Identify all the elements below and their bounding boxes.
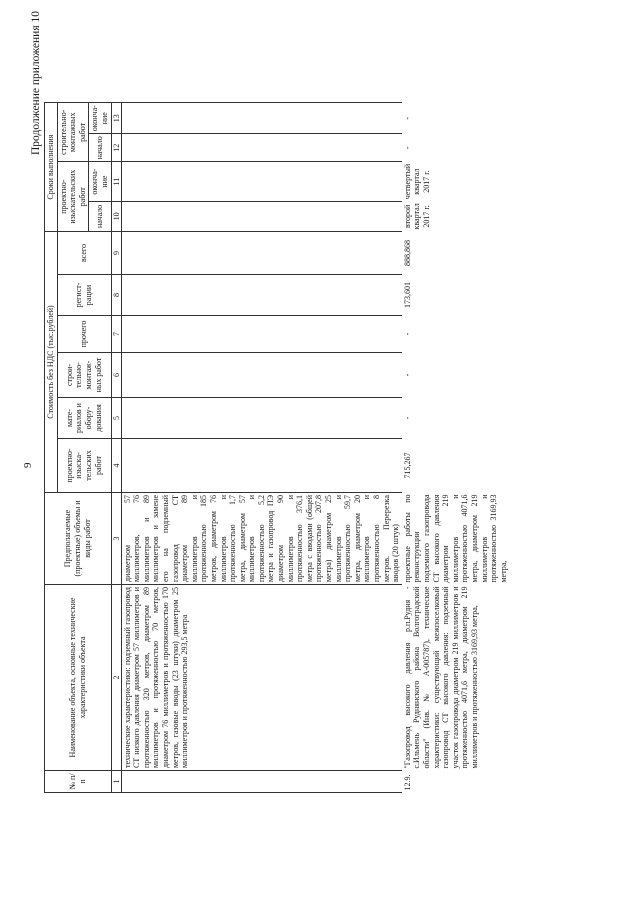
header-cost-registration: регист-рации (57, 275, 111, 316)
column-number: 13 (111, 103, 121, 134)
column-number: 6 (111, 353, 121, 398)
header-works: Предполагаемые (проектные) объемы и виды работ (45, 493, 112, 585)
column-number: 11 (111, 162, 121, 201)
cost-design: 715,267 (402, 452, 412, 479)
cost-construction: - (402, 373, 412, 377)
header-terms-group: Сроки выполнения (45, 103, 58, 232)
works-description: диаметром 57 миллиметров, 76 миллиметров и 89 миллиметров и замене его на подземный газопровод СТ диаметром 89 миллиметров и протяженностью 185 метров, диаметром 76 миллиметров и протяженностью 1,7 метра, диаметром 57 миллиметров и протяженностью 5,2 метра и газопровод ПЭ диаметром 90 миллиметров и протяженностью 376,1 метра с вводами (общей протяженностью 207,8 метра) диаметром 25 миллиметров и протяженностью 59,7 метра, диаметром 20 миллиметров и протяженностью 8 метров. Перерезка вводов (20 штук) (121, 493, 402, 585)
object-description: "Газопровод высокого давления р.п.Рудня - с.Ильмень Руднянского района Волгоградской области" (Инв.№ А-005787), технические характеристики: существующий межпоселковый газопровод СТ высокого давления: подземный участок газопровода диаметром 219 миллиметров и протяженностью 4071,6 метра, диаметром 219 миллиметров и протяженностью 3169,93 метра, (402, 586, 479, 769)
table-row (402, 103, 510, 793)
header-cost-materials: мате-риалов и обору-дования (57, 398, 111, 439)
construction-start (121, 134, 402, 162)
header-construction-start: начало (89, 134, 111, 162)
cost-total (121, 232, 402, 275)
header-design-end: оконча-ние (89, 162, 111, 201)
table-row (121, 103, 402, 793)
column-number: 12 (111, 134, 121, 162)
cost-other: - (402, 332, 412, 336)
row-number (121, 771, 402, 793)
object-description: технические характеристики: подземный газопровод СТ низкого давления диаметром 57 миллиметров и протяженностью 320 метров, диаметром 89 миллиметров и протяженностью 70 метров, диаметром 76 миллиметров и протяженностью 170 метров, газовые вводы (23 штуки) диаметром 25 миллиметров и протяженностью 293,5 метра (121, 585, 402, 771)
cost-registration: 173,601 (402, 282, 412, 308)
column-number: 9 (111, 232, 121, 275)
design-end: четвертый квартал 2017 г. (402, 163, 431, 200)
construction-start: - (402, 146, 412, 150)
column-number: 1 (111, 771, 121, 793)
design-start: второй квартал 2017 г. (402, 203, 431, 230)
header-cost-total: всего (57, 232, 111, 275)
header-construction-works: строительно-монтажных работ (57, 103, 89, 162)
header-construction-end: оконча-ние (89, 103, 111, 134)
header-no: № п/п (45, 771, 112, 793)
works-table (44, 102, 509, 793)
column-number: 5 (111, 398, 121, 439)
header-cost-construction: строи-тельно-монтаж-ных работ (57, 353, 111, 398)
header-design-start: начало (89, 201, 111, 231)
cost-other (121, 316, 402, 353)
column-number: 8 (111, 275, 121, 316)
column-number: 4 (111, 439, 121, 493)
works-description: проектные работы по реконструкции подземного газопровода СТ высокого давления диаметром 219 миллиметров и протяженностью 4071,6 метра, диаметром 219 миллиметров и протяженностью 3169,93 метра, (402, 494, 508, 583)
header-object-name: Наименование объекта, основные технические характеристики объекта (45, 585, 112, 771)
construction-end (121, 103, 402, 134)
column-number: 10 (111, 201, 121, 231)
cost-design (121, 439, 402, 493)
row-number: 12.9. (402, 774, 412, 791)
header-cost-group: Стоимость без НДС (тыс.рублей) (45, 232, 58, 493)
header-cost-other: прочего (57, 316, 111, 353)
cost-materials (121, 398, 402, 439)
header-cost-design: проектно-изыска-тельских работ (57, 439, 111, 493)
design-end (121, 162, 402, 201)
design-start (121, 201, 402, 231)
appendix-label: Продолжение приложения 10 (30, 11, 42, 155)
column-number: 2 (111, 585, 121, 771)
column-number: 7 (111, 316, 121, 353)
header-design-works: проектно-изыскательских работ (57, 162, 89, 232)
cost-materials: - (402, 416, 412, 420)
page-number: 9 (22, 462, 34, 468)
column-number: 3 (111, 493, 121, 585)
construction-end: - (402, 116, 412, 120)
cost-construction (121, 353, 402, 398)
cost-total: 888,868 (402, 240, 412, 266)
cost-registration (121, 275, 402, 316)
